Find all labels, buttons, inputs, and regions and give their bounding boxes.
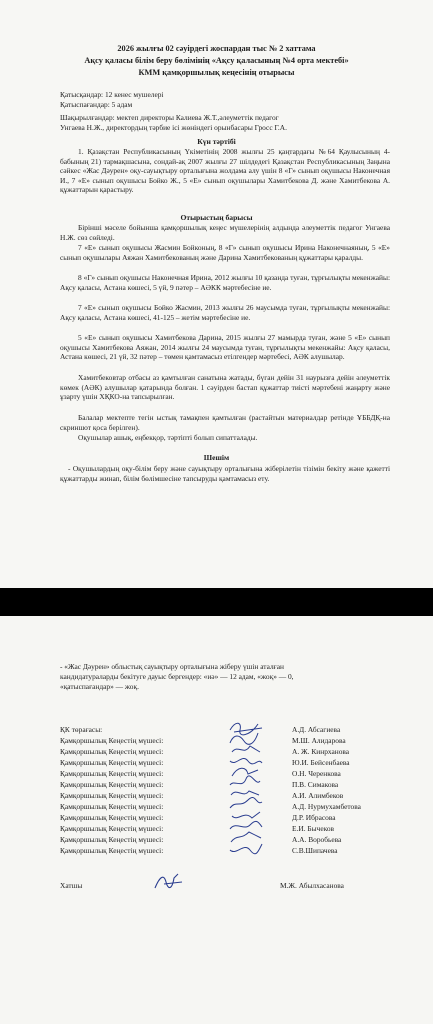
signature-name: Ю.И. Бейсенбаева (292, 758, 350, 767)
signature-name: П.В. Симакова (292, 780, 339, 789)
signature-name: А.Д. Абсагиева (292, 725, 341, 734)
secretary-signature-icon (152, 870, 188, 897)
decision-heading: Шешім (203, 453, 230, 462)
signature-role: ҚК төрағасы: (60, 725, 103, 734)
agenda-text: 1. Қазақстан Республикасының Үкіметінің 2008 жылғы 25 қаңтардағы №64 Қаулысының 4-бабының 21) тармақшасына, сондай-ақ 2007 жылғы 27 шілдедегі Қазақстан Республикасының Заңына сәйкес «Жас Дәурен» оқу-сауықтыру орталығына жолдама алу үшін 8 «Г» сынып оқушысы Наконечная И., 7 «Е» сынып оқушысы Бойко Ж., 5 «Е» сынып оқушылары Хамитбекова Д. және Хамитбекова А. құжаттарын қарастыру. (60, 147, 390, 195)
signature-role: Қамқоршылық Кеңестің мүшесі: (60, 846, 164, 855)
signature-name: М.Ш. Алидарова (292, 736, 346, 745)
signature-name: С.В.Шипачева (292, 846, 338, 855)
signature-role: Қамқоршылық Кеңестің мүшесі: (60, 824, 164, 833)
vote-line-1: - «Жас Дәурен» облыстық сауықтыру орталығына жіберу үшін аталған (60, 662, 284, 671)
present-count: Қатысқандар: 12 кенес мушелері (60, 90, 164, 99)
secretary-name: М.Ж. Абылхасанова (280, 881, 344, 890)
vote-line-3: «қатыспағандар» — жоқ. (60, 682, 139, 691)
signature-role: Қамқоршылық Кеңестің мүшесі: (60, 769, 164, 778)
page-separator (0, 588, 433, 616)
signature-role: Қамқоршылық Кеңестің мүшесі: (60, 791, 164, 800)
signature-name: Е.И. Бычеков (292, 824, 335, 833)
signature-name: А.Д. Нурмухамбетова (292, 802, 361, 811)
protocol-subtitle: Ақсу қаласы білім беру бөлімінің «Ақсу қаласының №4 орта мектебі» (84, 56, 349, 65)
secretary-role: Хатшы (60, 881, 83, 890)
signature-row (60, 845, 400, 856)
signature-name: А.И. Алимбеков (292, 791, 344, 800)
proceedings-paragraph-6: Хамитбековтар отбасы аз қамтылған санатына жатады, бүган дейін 31 наурызға дейін әлеуметтік көмек (АӘК) алушылар қатарында болған. 1 сәуірден бастап құжаттар тиісті мәртебені жаңарту және ұзарту үшін ХҚКО-на тапсырылған. (60, 373, 390, 402)
proceedings-paragraph-7: Балалар мектепте тегін ыстық тамақпен қамтылған (растайтын материалдар ретінде ҰББДҚ-на скриншот қоса берілген). (60, 413, 390, 432)
signature-name: Д.Р. Ибрасова (292, 813, 336, 822)
absent-count: Қатыспағандар: 5 адам (60, 100, 133, 109)
signature-role: Қамқоршылық Кеңестің мүшесі: (60, 802, 164, 811)
protocol-subtitle-2: КММ қамқоршылық кеңесінің отырысы (138, 68, 295, 77)
signature-role: Қамқоршылық Кеңестің мүшесі: (60, 747, 164, 756)
proceedings-heading: Отырыстың барысы (180, 213, 253, 222)
signature-role: Қамқоршылық Кеңестің мүшесі: (60, 835, 164, 844)
decision-text: - Оқушылардың оқу-білім беру және сауықтыру орталығына жіберілетін тізімін бекіту және қажетті құжаттарды жинап, білім бөлімшесіне тапсыруды қамтамасыз ету. (60, 464, 390, 483)
agenda-heading: Күн тәртібі (197, 137, 236, 146)
document-page-2 (0, 616, 433, 1024)
proceedings-paragraph-8: Оқушылар ашық, еңбекқор, тәртіпті болып сипатталады. (78, 433, 258, 442)
handwritten-signature-icon (228, 841, 268, 860)
signature-role: Қамқоршылық Кеңестің мүшесі: (60, 813, 164, 822)
signature-role: Қамқоршылық Кеңестің мүшесі: (60, 780, 164, 789)
protocol-title: 2026 жылғы 02 сәуірдегі жоспардан тыс № 2 хаттама (117, 44, 316, 53)
signature-role: Қамқоршылық Кеңестің мүшесі: (60, 736, 164, 745)
invited-line-2: Унгаева Н.Ж., директордың тәрбие ісі жөніндегі орынбасары Гросс Г.А. (60, 123, 287, 132)
signature-name: О.Н. Черенкова (292, 769, 341, 778)
proceedings-paragraph-1: Бірінші мәселе бойынша қамқоршылық кеңес мүшелерінің алдында әлеуметтік педагог Унгаева Н.Ж. сөз сөйледі. (60, 223, 390, 242)
proceedings-paragraph-5: 5 «Е» сынып оқушысы Хамитбекова Дарина, 2015 жылғы 27 мамырда туған, және 5 «Е» сынып оқушысы Хамитбекова Аяжан, 2014 жылғы 24 маусымда туған, тұрғылықты мекенжайы: Ақсу қаласы, Астана көшесі, 21 үй, 32 пәтер – төмен қамтамасыз етілгендер мәртебесі, АӘК алушылар. (60, 333, 390, 362)
secretary-row (60, 880, 400, 891)
proceedings-paragraph-2: 7 «Е» сынып оқушысы Жасмин Бойконың, 8 «Г» сынып оқушысы Ирина Наконечнаяның, 5 «Е» сынып оқушылары Аяжан Хамитбекованың және Дарина Хамитбекованың құжаттары қаралды. (60, 243, 390, 262)
signature-name: А. Ж. Кинрханова (292, 747, 350, 756)
signature-name: А.А. Воробьева (292, 835, 342, 844)
proceedings-paragraph-3: 8 «Г» сынып оқушысы Наконечная Ирина, 2012 жылғы 10 қазанда туған, тұрғылықты мекенжайы: Ақсу қаласы, Астана көшесі, 5 үй, 9 пәтер – АӘКК мәртебесіне ие. (60, 273, 390, 292)
signature-role: Қамқоршылық Кеңестің мүшесі: (60, 758, 164, 767)
proceedings-paragraph-4: 7 «Е» сынып оқушысы Бойко Жасмин, 2013 жылғы 26 маусымда туған, тұрғылықты мекенжайы: Ақсу қаласы, Астана көшесі, 41-125 – жетім мәртебесіне ие. (60, 303, 390, 322)
vote-line-2: кандидатураларды бекітуге дауыс бергендер: «иә» — 12 адам, «жоқ» — 0, (60, 672, 294, 681)
invited-line-1: Шақырылғандар: мектеп директоры Калиева Ж.Т.,әлеуметтік педагог (60, 113, 279, 122)
